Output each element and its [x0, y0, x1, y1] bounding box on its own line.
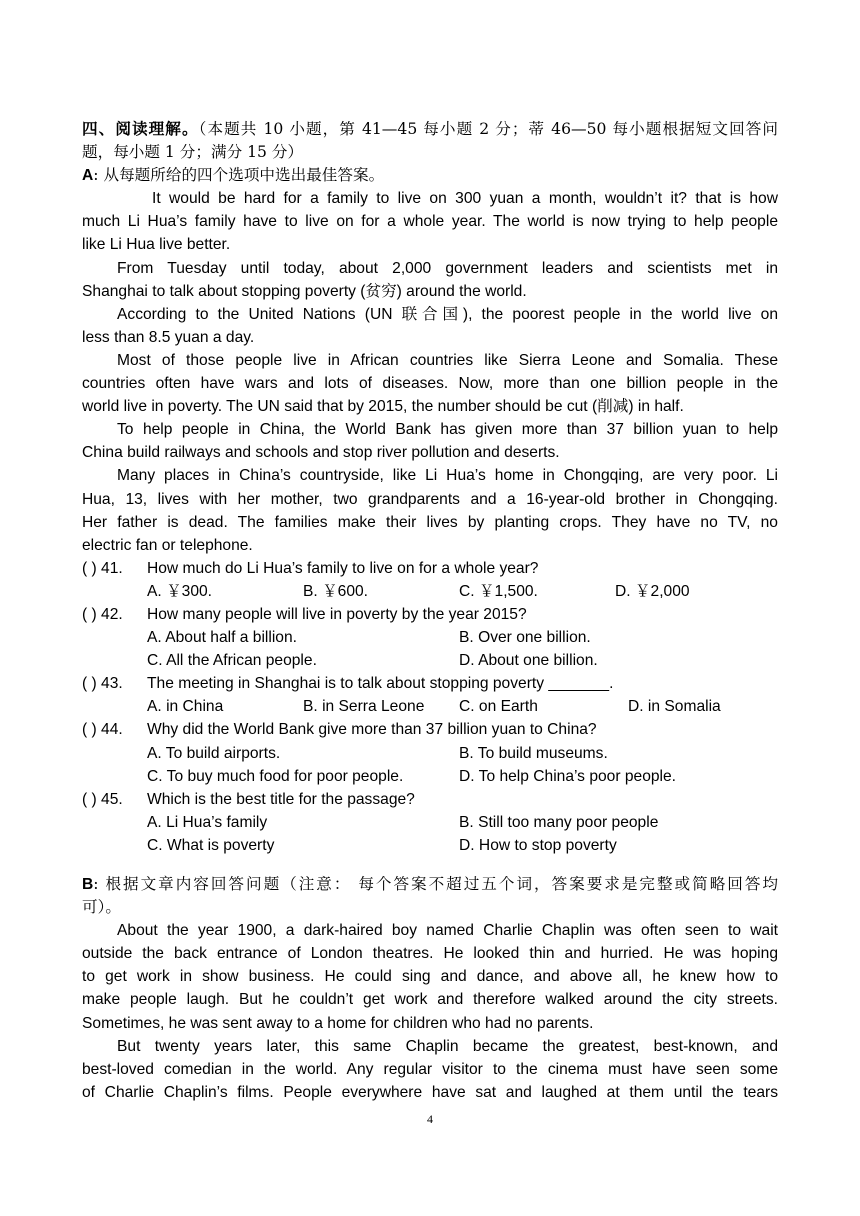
option-b: B. in Serra Leone: [303, 698, 425, 716]
passage-b-line: About the year 1900, a dark-haired boy named Charlie Chaplin was often seen to wait: [117, 922, 778, 940]
passage-b-line: Sometimes, he was sent away to a home for children who had no parents.: [82, 1014, 594, 1032]
question-42-options: [82, 626, 778, 649]
part-a-heading: [82, 164, 778, 187]
option-b: B. Over one billion.: [459, 629, 591, 647]
option-c: C. To buy much food for poor people.: [147, 767, 404, 785]
question-text: How much do Li Hua’s family to live on for a whole year?: [147, 559, 539, 577]
answer-blank[interactable]: ( ) 44.: [82, 721, 123, 739]
option-d: D. About one billion.: [459, 652, 598, 670]
part-a-instruction: : 从每题所给的四个选项中选出最佳答案。: [93, 166, 385, 185]
answer-blank[interactable]: ( ) 42.: [82, 605, 123, 623]
passage-a-line: Shanghai to talk about stopping poverty (贫穷) around the world.: [82, 282, 527, 300]
option-c: C. All the African people.: [147, 652, 317, 670]
passage-a-line: Hua, 13, lives with her mother, two grandparents and a 16-year-old brother in Chongqing.: [82, 490, 778, 508]
option-a: A. in China: [147, 698, 224, 716]
option-d: D. in Somalia: [628, 698, 721, 716]
answer-blank[interactable]: ( ) 41.: [82, 559, 123, 577]
option-b: B. ￥600.: [303, 582, 369, 600]
option-d: D. To help China’s poor people.: [459, 767, 677, 785]
question-text: Why did the World Bank give more than 37 billion yuan to China?: [147, 721, 597, 739]
part-b-label: B: [82, 876, 94, 893]
question-45-options: [82, 834, 778, 857]
passage-a-line: Most of those people live in African countries like Sierra Leone and Somalia. These: [117, 351, 778, 369]
question-43-options: [82, 695, 778, 718]
section-instructions: （本题共 10 小题，第 41—45 每小题 2 分；蒂 46—50 每小题根据短文回答问: [198, 120, 778, 138]
question-45: [82, 788, 778, 811]
question-42-options: [82, 649, 778, 672]
option-c: C. What is poverty: [147, 836, 275, 854]
passage-a-line: like Li Hua live better.: [82, 236, 231, 254]
section-title: 四、阅读理解。: [82, 119, 199, 138]
passage-b-line: of Charlie Chaplin’s films. People everywhere have sat and laughed at them until the tears: [82, 1083, 778, 1101]
question-text: How many people will live in poverty by the year 2015?: [147, 605, 527, 623]
passage-a-line: Many places in China’s countryside, like Li Hua’s home in Chongqing, are very poor. Li: [117, 467, 778, 485]
option-c: C. on Earth: [459, 698, 538, 716]
question-42: [82, 603, 778, 626]
passage-a-line: It would be hard for a family to live on 300 yuan a month, wouldn’t it? that is how: [152, 190, 778, 208]
question-43: [82, 672, 778, 695]
part-a-label: A: [82, 167, 94, 185]
passage-b-line: outside the back entrance of London theatres. He looked thin and hurried. He was hoping: [82, 945, 778, 963]
section-heading: [82, 117, 778, 141]
part-b-instruction-cont: 可）。: [82, 898, 121, 917]
passage-b-line: to get work in show business. He could sing and dance, and above all, he knew how to: [82, 968, 778, 986]
question-41: [82, 557, 778, 580]
passage-a-line: much Li Hua’s family have to live on for a whole year. The world is now trying to help people: [82, 213, 778, 231]
option-a: A. About half a billion.: [147, 629, 297, 647]
question-44: [82, 718, 778, 741]
passage-b-line: make people laugh. But he couldn’t get work and therefore walked around the city streets.: [82, 991, 778, 1009]
passage-a-line: countries often have wars and lots of diseases. Now, more than one billion people in the: [82, 375, 778, 393]
question-44-options: [82, 742, 778, 765]
passage-a-line: To help people in China, the World Bank has given more than 37 billion yuan to help: [117, 421, 778, 439]
passage-a-line: less than 8.5 yuan a day.: [82, 328, 255, 346]
question-44-options: [82, 765, 778, 788]
question-text: Which is the best title for the passage?: [147, 790, 415, 808]
passage-a-line: world live in poverty. The UN said that by 2015, the number should be cut (削减) in half.: [82, 398, 684, 416]
passage-a-line: electric fan or telephone.: [82, 536, 253, 554]
passage-b-line: best-loved comedian in the world. Any regular visitor to the cinema must have seen some: [82, 1060, 778, 1078]
passage-a-line: From Tuesday until today, about 2,000 government leaders and scientists met in: [117, 259, 778, 277]
question-45-options: [82, 811, 778, 834]
section-instructions-cont: 题，每小题 1 分；满分 15 分）: [82, 143, 304, 162]
option-c: C. ￥1,500.: [459, 582, 538, 600]
part-b-instruction: : 根据文章内容回答问题（注意： 每个答案不超过五个词，答案要求是完整或简略回答均: [93, 875, 778, 893]
option-b: B. Still too many poor people: [459, 813, 659, 831]
part-b-heading: [82, 873, 778, 896]
passage-b-line: But twenty years later, this same Chaplin became the greatest, best-known, and: [117, 1037, 778, 1055]
passage-a-line: Her father is dead. The families make their lives by planting crops. They have no TV, no: [82, 513, 778, 531]
option-d: D. ￥2,000: [615, 582, 690, 600]
answer-blank[interactable]: ( ) 43.: [82, 675, 123, 693]
question-text: The meeting in Shanghai is to talk about stopping poverty _______.: [147, 675, 614, 693]
option-a: A. ￥300.: [147, 582, 213, 600]
page-number: 4: [427, 1112, 433, 1126]
passage-a-line: According to the United Nations (UN 联合国), the poorest people in the world live on: [117, 305, 778, 323]
exam-page: [82, 117, 778, 1104]
option-d: D. How to stop poverty: [459, 836, 617, 854]
option-a: A. To build airports.: [147, 744, 281, 762]
option-b: B. To build museums.: [459, 744, 608, 762]
option-a: A. Li Hua’s family: [147, 813, 268, 831]
answer-blank[interactable]: ( ) 45.: [82, 790, 123, 808]
question-41-options: [82, 580, 778, 603]
passage-a-line: China build railways and schools and stop river pollution and deserts.: [82, 444, 560, 462]
